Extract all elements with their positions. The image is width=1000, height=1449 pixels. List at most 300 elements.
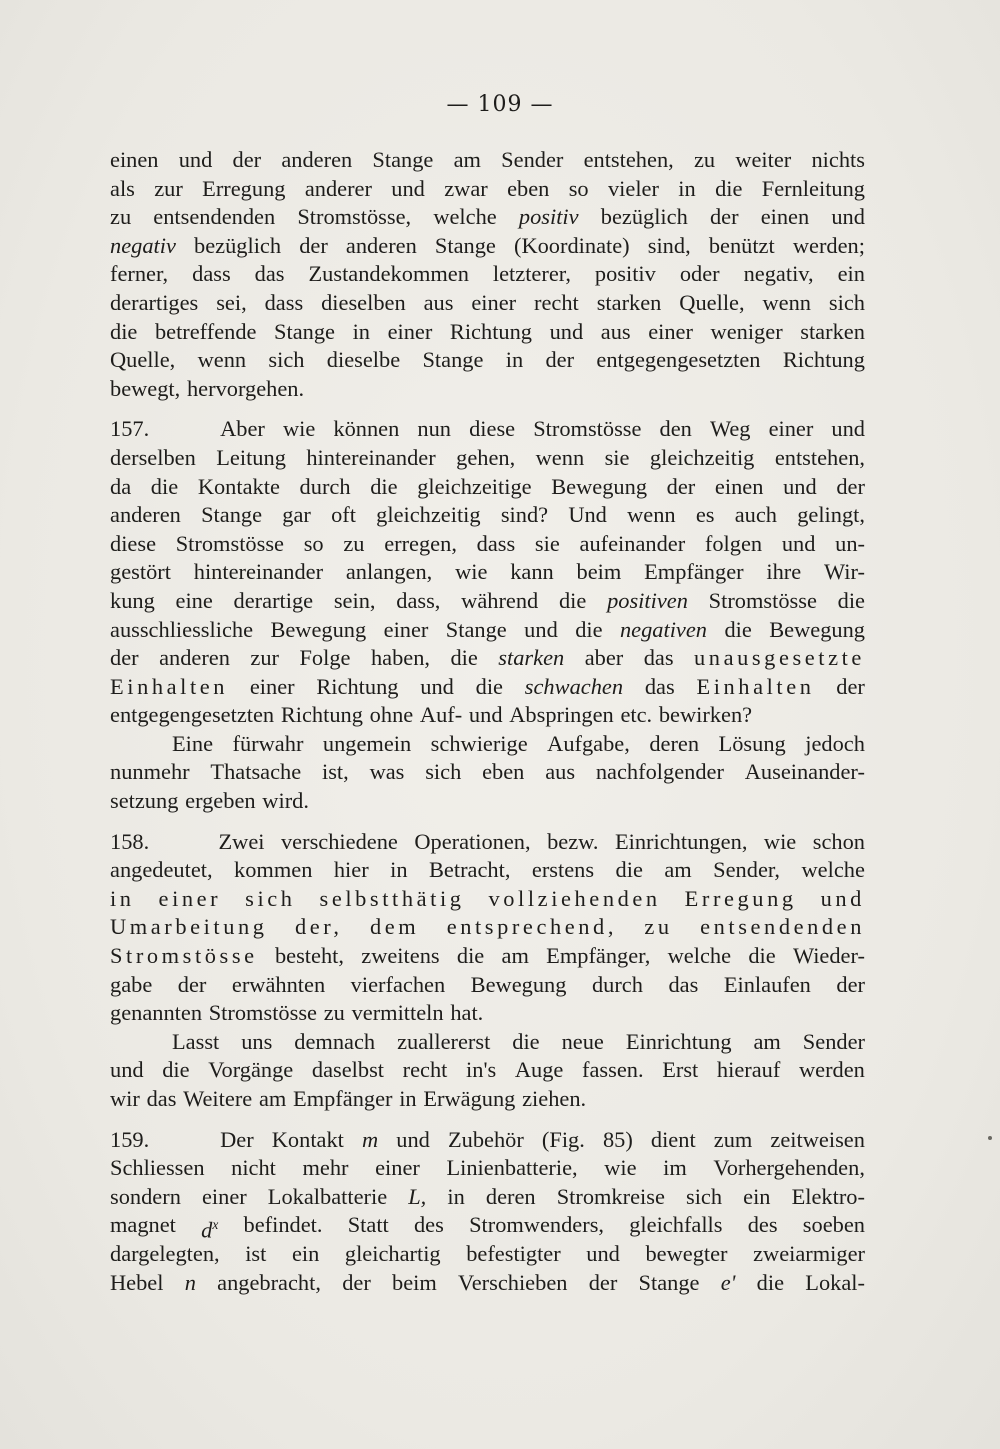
word: Zustandekommen	[308, 261, 469, 287]
word: Bewegung	[270, 616, 367, 642]
word: Wieder-	[792, 943, 865, 969]
word: ist,	[321, 759, 349, 785]
section-number: 158.	[110, 828, 150, 854]
word: der	[232, 147, 262, 172]
word: etc.	[620, 702, 653, 728]
word: die	[575, 616, 603, 642]
word: kann	[510, 559, 554, 585]
text-line	[110, 530, 865, 559]
word: negativ,	[743, 261, 814, 287]
word: die	[615, 857, 643, 883]
word: aus	[600, 318, 631, 344]
word: entsendenden	[700, 914, 865, 940]
word: zur	[154, 175, 183, 201]
word: Umarbeitung	[110, 914, 268, 940]
word: mehr	[302, 1155, 349, 1181]
word: Vorgänge	[208, 1057, 294, 1083]
word: ein	[837, 261, 865, 287]
word: zu	[693, 147, 716, 172]
text-line	[110, 415, 865, 444]
text-line	[110, 828, 865, 857]
word: wenn	[762, 289, 811, 315]
word: aufeinander	[579, 530, 686, 556]
word: Sender	[802, 1028, 865, 1054]
word: der	[666, 473, 696, 499]
word: Schliessen	[110, 1155, 205, 1181]
word: befestigter	[466, 1240, 561, 1266]
word: der	[342, 1269, 371, 1295]
word: dieselbe	[326, 347, 401, 373]
word: in	[352, 318, 370, 344]
word: hierauf	[716, 1057, 781, 1083]
word: des	[413, 1212, 444, 1238]
word: gleichzeitig	[376, 502, 481, 528]
word: Auge	[514, 1057, 564, 1083]
word: ergeben	[185, 788, 256, 814]
word: und	[549, 318, 584, 344]
text-line	[110, 1240, 865, 1269]
word: sie	[604, 444, 630, 470]
word: kommen	[234, 857, 313, 883]
word: einer	[768, 416, 814, 442]
word: Empfänger	[644, 559, 744, 585]
word: Erst	[662, 1057, 699, 1083]
word: Aufgabe,	[547, 730, 630, 756]
word: gleichzeitig	[649, 444, 755, 470]
word: gabe	[110, 971, 153, 997]
word: bezüglich	[194, 232, 282, 258]
word: Und	[568, 502, 607, 528]
word: Operationen,	[414, 828, 531, 854]
word: ziehen.	[522, 1086, 587, 1111]
text-line	[110, 644, 865, 673]
word: sich	[245, 885, 296, 911]
word: so	[303, 530, 324, 556]
word: eben	[507, 175, 550, 201]
text-line	[110, 146, 865, 175]
word: dass	[192, 261, 231, 287]
word: zweiarmiger	[753, 1240, 865, 1266]
paragraph-gap	[110, 816, 865, 828]
word: aus	[545, 759, 576, 785]
word: ausschliessliche	[110, 616, 254, 642]
word: die	[370, 473, 398, 499]
word: soeben	[802, 1212, 865, 1238]
word: recht	[534, 289, 579, 315]
word: gestört	[110, 559, 171, 585]
word: nunmehr	[110, 759, 190, 785]
word: bewegt,	[110, 375, 181, 401]
paragraph-gap	[110, 1114, 865, 1126]
word: und	[781, 530, 816, 556]
word: den	[659, 416, 692, 442]
word: des	[747, 1212, 778, 1238]
word: starken	[596, 289, 662, 315]
text-line	[110, 885, 865, 914]
word: Richtung	[316, 673, 399, 699]
word: Weitere	[183, 1086, 253, 1111]
word: einer	[383, 616, 429, 642]
word: Betracht,	[428, 857, 511, 883]
word: es	[695, 502, 715, 528]
word: in	[110, 885, 135, 911]
word: schwierige	[430, 730, 528, 756]
word: welche	[433, 204, 497, 230]
text-line	[110, 346, 865, 375]
word: aber	[584, 645, 624, 671]
word: letzterer,	[492, 261, 571, 287]
word: und	[110, 1057, 144, 1083]
word: Fernleitung	[761, 175, 865, 201]
word: sind,	[647, 232, 691, 258]
word: (Fig.	[541, 1126, 585, 1152]
word: unausgesetzte	[694, 645, 865, 671]
word: schwachen	[524, 673, 624, 699]
word: der	[836, 971, 865, 997]
word: un-	[835, 530, 865, 556]
word: während	[461, 587, 539, 613]
text-line	[110, 999, 865, 1028]
word: entstehen,	[774, 444, 865, 470]
word: Weg	[709, 416, 751, 442]
word: benützt	[708, 232, 775, 258]
word: anderen	[159, 645, 230, 671]
word: demnach	[294, 1028, 376, 1054]
word: Vorhergehenden,	[713, 1155, 865, 1181]
word: positiv	[518, 204, 579, 230]
word: durch	[591, 971, 643, 997]
word: vollziehenden	[488, 885, 661, 911]
word: Elektro-	[791, 1183, 865, 1209]
text-line	[110, 473, 865, 502]
word: werden	[798, 1057, 865, 1083]
word: ferner,	[110, 261, 169, 287]
word: hier	[333, 857, 369, 883]
word: sich	[425, 759, 462, 785]
word: sind?	[500, 502, 549, 528]
word: wenn	[197, 347, 247, 373]
word: recht	[402, 1057, 448, 1083]
word: hintereinander	[193, 559, 324, 585]
word: deren	[649, 730, 700, 756]
word: Einhalten	[696, 673, 815, 699]
word: oft	[331, 502, 356, 528]
word: dass	[476, 530, 516, 556]
word: das	[146, 1086, 177, 1111]
word: betreffende	[154, 318, 257, 344]
text-line	[110, 787, 865, 816]
word: weiter	[735, 147, 792, 172]
word: sein,	[333, 587, 376, 613]
word: am	[258, 1086, 287, 1111]
word: einen	[714, 473, 764, 499]
word: am	[664, 857, 692, 883]
word: erstens	[531, 857, 595, 883]
word: $d^x$	[201, 1217, 219, 1243]
section-number: 157.	[110, 416, 150, 442]
word: Linienbatterie,	[446, 1155, 578, 1181]
word: am	[453, 147, 481, 172]
word: anderer	[304, 175, 372, 201]
word: sei,	[216, 289, 247, 315]
word: angedeutet,	[110, 857, 213, 883]
word: Stromstösse,	[297, 204, 412, 230]
word: der,	[294, 914, 343, 940]
word: Quelle,	[110, 347, 176, 373]
word: einer	[201, 1183, 247, 1209]
word: folgen	[704, 530, 763, 556]
word: die	[512, 1028, 540, 1054]
paragraph-gap	[110, 403, 865, 415]
word: hervorgehen.	[186, 375, 305, 401]
word: Sender,	[713, 857, 781, 883]
word: nun	[417, 416, 451, 442]
word: zum	[713, 1126, 753, 1152]
word: oder	[679, 261, 720, 287]
word: Stromwenders,	[469, 1212, 605, 1238]
word: nichts	[811, 147, 865, 172]
word: Der	[220, 1126, 254, 1152]
word: im	[663, 1155, 687, 1181]
word: wie	[455, 559, 488, 585]
word: anderen	[345, 232, 417, 258]
word: der	[110, 645, 139, 671]
word: die	[456, 943, 485, 969]
text-line	[110, 375, 865, 404]
word: am	[753, 1028, 781, 1054]
word: Empfänger,	[546, 943, 651, 969]
word: das	[644, 673, 675, 699]
word: Auseinander-	[744, 759, 865, 785]
text-line	[110, 1269, 865, 1298]
word: ihre	[766, 559, 802, 585]
word: wie	[604, 1155, 637, 1181]
word: so	[568, 175, 589, 201]
word: erregen,	[384, 530, 457, 556]
word: negativ	[110, 232, 176, 258]
word: Verschieben	[458, 1269, 568, 1295]
word: bezüglich	[600, 204, 688, 230]
word: verschiedene	[280, 828, 398, 854]
word: das	[254, 261, 285, 287]
word: die	[475, 673, 503, 699]
text-line	[110, 260, 865, 289]
word: der	[177, 971, 207, 997]
word: bewegter	[645, 1240, 728, 1266]
word: Richtung	[280, 702, 363, 728]
word: Wir-	[824, 559, 865, 585]
word: der	[588, 1269, 618, 1295]
word: Stange	[201, 502, 263, 528]
word: am	[501, 943, 529, 969]
word: sich	[268, 347, 305, 373]
word: selbstthätig	[319, 885, 465, 911]
word: der	[836, 673, 865, 699]
word: die	[558, 587, 587, 613]
word: positiv	[594, 261, 656, 287]
text-line	[110, 1154, 865, 1183]
word: wir	[110, 1086, 140, 1111]
word: zuallererst	[397, 1028, 491, 1054]
text-line	[110, 942, 865, 971]
word: gleichartig	[344, 1240, 441, 1266]
word: und	[831, 204, 865, 230]
word: weniger	[710, 318, 783, 344]
word: erwähnten	[231, 971, 326, 997]
section-number: 159.	[110, 1126, 150, 1152]
word: einer	[471, 289, 517, 315]
word: vierfachen	[350, 971, 446, 997]
word: der	[836, 473, 865, 499]
word: Thatsache	[210, 759, 302, 785]
word: in's	[466, 1057, 497, 1083]
word: zu	[343, 530, 365, 556]
word: und	[820, 885, 865, 911]
word: Hebel	[110, 1269, 164, 1295]
body-text	[110, 146, 865, 1297]
word: gelingt,	[797, 502, 865, 528]
text-line	[110, 1211, 865, 1243]
word: zweitens	[361, 943, 440, 969]
word: wie	[763, 828, 797, 854]
word: magnet	[110, 1212, 176, 1238]
word: derartige	[233, 587, 314, 613]
word: in	[505, 347, 524, 373]
word: bezw.	[547, 828, 599, 854]
word: und	[391, 175, 425, 201]
word: und	[178, 147, 213, 172]
word: auch	[734, 502, 777, 528]
word: Abspringen	[509, 702, 614, 728]
word: hintereinander	[306, 444, 436, 470]
word: die	[837, 587, 865, 613]
word: Richtung	[782, 347, 865, 373]
text-line	[110, 501, 865, 530]
word: Statt	[347, 1212, 389, 1238]
word: diese	[110, 530, 157, 556]
word: Zwei	[218, 828, 265, 854]
word: entsendenden	[153, 204, 276, 230]
text-line	[110, 203, 865, 232]
word: haben,	[370, 645, 430, 671]
text-line	[110, 673, 865, 702]
word: Erregung	[684, 885, 797, 911]
word: Richtung	[449, 318, 533, 344]
word: (Koordinate)	[513, 232, 630, 258]
word: Stange	[422, 347, 484, 373]
word: Einlaufen	[723, 971, 811, 997]
word: einer	[249, 673, 295, 699]
word: Aber	[220, 416, 265, 442]
word: besteht,	[274, 943, 344, 969]
word: einer	[387, 318, 433, 344]
word: sie	[534, 530, 560, 556]
word: Erwägung	[423, 1086, 516, 1111]
word: aus	[423, 289, 454, 315]
word: Quelle,	[679, 289, 745, 315]
word: Stromstösse	[533, 416, 642, 442]
word: genannten	[110, 1000, 203, 1026]
word: Bewegung	[769, 616, 865, 642]
word: in	[399, 1086, 417, 1111]
page-number: — 109 —	[446, 92, 554, 117]
word: Stromstösse	[708, 587, 817, 613]
word: Eine	[172, 730, 214, 756]
word: derartiges	[110, 289, 199, 315]
word: dargelegten,	[110, 1240, 220, 1266]
word: dient	[650, 1126, 696, 1152]
word: die	[162, 1057, 190, 1083]
word: jedoch	[805, 730, 865, 756]
word: und	[396, 1126, 430, 1152]
word: entsprechend,	[446, 914, 618, 940]
word: durch	[299, 473, 351, 499]
word: Stromkreise	[556, 1183, 665, 1209]
word: zeitweisen	[770, 1126, 865, 1152]
word: und	[420, 673, 454, 699]
text-line	[110, 1126, 865, 1155]
word: Kontakt	[271, 1126, 344, 1152]
word: die	[110, 318, 138, 344]
text-line	[110, 1056, 865, 1085]
word: in	[447, 1183, 465, 1209]
word: Bewegung	[470, 971, 567, 997]
text-line	[110, 232, 865, 261]
word: zu	[323, 1000, 345, 1026]
text-line	[110, 913, 865, 942]
word: fürwahr	[232, 730, 304, 756]
paper-speck	[988, 1136, 992, 1140]
word: beim	[392, 1269, 437, 1295]
word: Zubehör	[447, 1126, 524, 1152]
word: die	[756, 1269, 785, 1295]
word: Einhalten	[110, 673, 229, 699]
word: Einrichtung	[625, 1028, 732, 1054]
word: welche	[667, 943, 732, 969]
word: anderen	[110, 502, 181, 528]
word: schon	[812, 828, 865, 854]
word: 85)	[602, 1126, 633, 1152]
word: eben	[482, 759, 525, 785]
word: entgegengesetzten	[596, 347, 761, 373]
word: können	[333, 416, 400, 442]
word: setzung	[110, 788, 179, 814]
word: diese	[469, 416, 516, 442]
word: einen	[760, 204, 810, 230]
word: und	[468, 702, 503, 728]
word: angebracht,	[217, 1269, 321, 1295]
word: zu	[110, 204, 132, 230]
word: hat.	[450, 1000, 484, 1026]
word: Auf-	[419, 702, 463, 728]
word: in	[678, 175, 696, 201]
word: nachfolgender	[595, 759, 724, 785]
word: anlangen,	[345, 559, 433, 585]
word: Bewegung	[551, 473, 648, 499]
word: wie	[282, 416, 316, 442]
word: e'	[720, 1269, 736, 1295]
word: zu	[644, 914, 673, 940]
word: sondern	[110, 1183, 181, 1209]
word: die	[724, 616, 752, 642]
word: ein	[743, 1183, 771, 1209]
word: starken	[800, 318, 865, 344]
text-line	[110, 587, 865, 616]
word: Sender	[501, 147, 564, 172]
word: und	[524, 616, 558, 642]
word: und	[783, 473, 817, 499]
word: der	[299, 232, 328, 258]
